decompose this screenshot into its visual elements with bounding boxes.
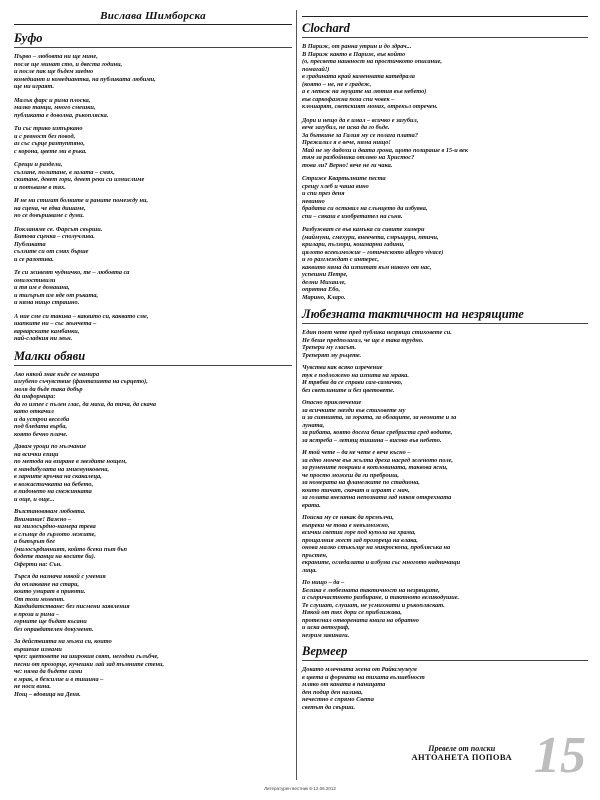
stanza: Докато млечната жена от Райксмузеум в цвета и формата на тихата вълшебност мляко от каната в паницата ден подир ден налива, нечестно е спрямо Света светът да свърши.: [302, 666, 425, 711]
poem-title-bufo: Буфо: [14, 31, 292, 48]
stanza: Търся да назнача някой с умения да оплакване на стари, които умират в приюти. От този момент. Кандидатстване: без писмени заявления в проза и рима – горните ще бъдат късани без оправдателен документ.: [14, 573, 130, 633]
page-number: 15: [534, 727, 586, 784]
stanza: Давам уроци по мълчание на всички езици по метода на взиране в звездите нощем, в мандибулата на змиемунковена, в зарните кръчка на скакалеца, в кожастичката на бебето, в пидонето на снежинката и още, и още...: [14, 443, 127, 503]
stanza: Ако някой знае къде се намира изгубено съчувствие (фантазията на сърцето), моля да бъде така добър да информира: да го изпее с пълен глас, да маха, да тича, да скача като откачил и да устрои веселба под бледата върба, която бечно плаче.: [14, 370, 157, 438]
stanza: И той чете – да не чете е вече късно – за едно момче във жълта дреха насред зеленото поле, за румените покриви в котловината, таквова ясни, че просто можеш да ги преброиш, за номерата на фланелките по стадиона, които тичат, скачат и играят с мач, за голата внезапна непозната зад някоя открехната врата.: [302, 449, 453, 509]
poem-title-small-ads: Малки обяви: [14, 349, 292, 366]
stanza: Ти със трико изтъркано и с ревност без повод, аз със сърце разтуптяно, с корона, цвете ми в ръка.: [14, 125, 87, 155]
footer-issue-info: Литературен вестник 6-12.06.2012: [264, 786, 336, 791]
stanza: А ние сме си такива – каквито си, каквато сме, шапките ни – със звънчета – варварските камбанки, най-сладкия ни звън.: [14, 312, 149, 342]
stanza: По нищо – да – Белика е любезната тактичност на незрящите, и съпричастното разбиране, и тактното великодушие. Те слушат, слушат, не усмихнати и ръкопляскат. Някой от тях дори се приближава, протегнал отворената книга на обратно и иска автограф, незрим завинаги.: [302, 579, 460, 639]
author-header: Вислава Шимборска: [14, 10, 292, 25]
stanza: Чувства как всяко изречение тук е подложено на изпита на мрака. И трябва да се справи сам-самичко, без светлините и без цветовете.: [302, 364, 409, 394]
header-rule: [302, 10, 588, 17]
stanza: Разбужват се във камъка си сивите химери (маймуни, смехури, вневчета, смръщери, птичи, крилари, пълзори, кошмарни гадини, цялото всевъзможие – готическото allegro vivace) и го разглеждат с интерес, каквито няма да изпитат към никого от нас, успешни Петре, делни Михаиле, опрятна Ебо, Марино, Кларо.: [302, 226, 444, 301]
poem-title-tact-of-the-blind: Любезната тактичност на незрящите: [302, 307, 588, 324]
stanza: Поиска му се някак да премълчи, въпреки че това е невъзможно, всички светии горе под купола на храма, прощалния жест зад прозореца на влака, онова малко стъкълце на микроскопа, проблясъка на пръстен, екраните, огледалата и албума със многото надничащи лица.: [302, 514, 461, 574]
translator-line: Превеле от полски: [428, 744, 496, 753]
stanza: Малък фарс и рима плоска, малко танци, много смешки, публиката е доволна, ръкопляска.: [14, 96, 109, 119]
column-divider: [296, 10, 297, 780]
poem-title-clochard: Clochard: [302, 21, 588, 38]
stanza: И не ни стигат болките и раните помежду ни, на сцена, че едва дишаме, но се довършваме с думи.: [14, 197, 149, 219]
stanza: Срещи и раздели, сълзане, политане, в залата – смях, скитане, девет гори, девет реки си измислиме и потъваме в тях.: [14, 161, 145, 191]
poem-title-vermeer: Вермеер: [302, 644, 588, 661]
stanza: Един поет чете пред публика незрящи стиховете си. Не беше предполагал, че ще е така трудно. Трепери му гласът. Треперят му ръцете.: [302, 329, 452, 359]
stanza: Дори и нещо да е имал – всичко е загубил, вече загубил, не иска да го бъде. За бъткине за Галия му се полага плата? Прежалил я е вече, няма нищо! Май не му дадохи и двата грона, щото позираше в 15-и век тям за разбойника отляво на Христос? това ли? Верно! вече не ги чака.: [302, 116, 469, 169]
translator-name: АНТОАНЕТА ПОПОВА: [411, 752, 512, 762]
stanza: За действията на мъжа си, които вършеше измами чрез: цветовете на широкия свят, негодни гълъбче, песни от прозорце, кучешки лай зад тъмните стени, че: няма да бъдете сами в мрак, в безсилие и в тишина – не носи вина. Нощ – вдовица на Деня.: [14, 638, 165, 698]
stanza: Опасно приключение за всичките звезди във стиховете му и за сиянията, за зората, за облаците, за неоните и за луната, за рибата, която досега беше сребриста сред водите, за ястреба – летящ тишина – високо във небето.: [302, 399, 457, 444]
stanza: Възстановявам любовта. Внимание! Важно – на милосърдно-намера трева в слънце до гърлото лежите, а бътърът бее (милосърдинният, който бсеки път бъп бодете танци на косите би). Оферти на: Сън.: [14, 508, 128, 568]
right-column: [302, 10, 588, 717]
left-column: [14, 10, 292, 703]
stanza: Те си живеят чудничко, те – любовта са омилостивили и тя им е домашна, и тигърът им яде от ръката, и няма нищо страшно.: [14, 269, 130, 306]
stanza: Първо – любовта ни ще мине, после ще минат сто, и двеста години, и после пак ще бъдем заедно комедиант и комедиантка, на публиката любими, ще ни играят.: [14, 53, 156, 90]
translator-credit: [411, 744, 512, 762]
stanza: Покланяме се. Фарсът свърши. Битова сценка – сполучлива. Публиката сълзите си от смях бърше и се разотива.: [14, 225, 103, 263]
stanza: Стриже Квартьлните песта срещу хлеб и чаша вино и спи през деня невинно брадата си оставил на слънцето да избуява, спи – сякаш е изобретател на съня.: [302, 175, 428, 220]
stanza: В Париж, от ранна утрин и до здрач... В Париж както в Париж, във който (о, пресвета наивност на простичкото описание, помагай!) в градината край каменната катедрала (която – не, не е градеж, а е летеж на звуците на лютия във небето) във саркофажна поза спи човек – клошарят, светският монах, отрекъл отречен.: [302, 43, 442, 110]
